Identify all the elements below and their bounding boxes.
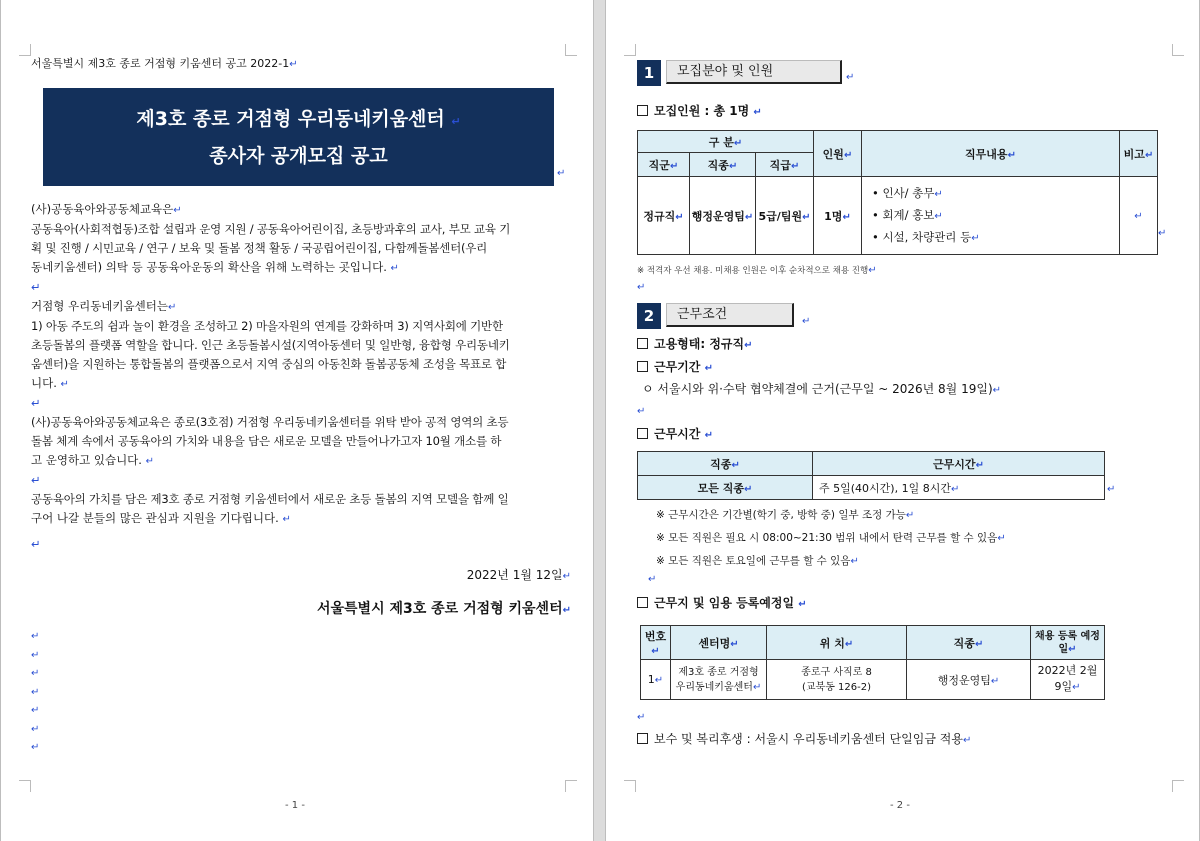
paragraph-mark: ↵ <box>1158 228 1167 239</box>
page-number: - 2 - <box>890 800 910 811</box>
hours-note: ※ 근무시간은 기간별(학기 중, 방학 중) 일부 조정 가능↵ <box>656 509 915 521</box>
blank-lines: ↵ ↵ ↵ ↵ ↵ ↵ ↵ <box>31 631 40 753</box>
table-header: 위 치↵ <box>767 626 907 660</box>
recruit-table <box>637 130 1158 255</box>
table-header: 직급↵ <box>756 153 814 177</box>
crop-mark <box>565 44 577 56</box>
body-line: 획 및 진행 / 시민교육 / 연구 / 보육 및 돌봄 정책 활동 / 국공립어린이집, 다함께돌봄센터(우리 <box>31 241 488 255</box>
blank-line: ↵ <box>31 537 41 551</box>
body-line: 니다. ↵ <box>31 376 69 390</box>
table-header: 근무시간↵ <box>813 452 1105 476</box>
intro-body <box>31 200 571 554</box>
hours-title: 근무시간 ↵ <box>637 425 713 445</box>
body-line: (사)공동육아와공동체교육은 종로(3호점) 거점형 우리동네키움센터를 위탁 받아 공적 영역의 초등 <box>31 415 509 429</box>
blank-line: ↵ <box>31 396 41 410</box>
notice-number: 서울특별시 제3호 종로 거점형 키움센터 공고 2022-1↵ <box>31 57 298 70</box>
note-cell: ↵ <box>1120 177 1158 255</box>
employment-type: 고용형태: 정규직↵ <box>637 335 753 355</box>
blank-line: ↵ <box>637 712 646 723</box>
section-number-2: 2 <box>637 303 661 329</box>
announcement-date: 2022년 1월 12일↵ <box>466 568 571 582</box>
document-page-2 <box>605 0 1200 841</box>
table-cell: 1명↵ <box>814 177 862 255</box>
blank-line: ↵ <box>31 280 41 294</box>
table-header: 직무내용↵ <box>862 131 1120 177</box>
table-header: 인원↵ <box>814 131 862 177</box>
crop-mark <box>1172 44 1184 56</box>
page-number: - 1 - <box>285 800 305 811</box>
duty-item: • 인사/ 총무↵ <box>872 185 943 200</box>
title-line-2: 종사자 공개모집 공고 <box>209 145 388 167</box>
hours-notes <box>656 504 1006 573</box>
body-line: 거점형 우리동네키움센터는↵ <box>31 299 177 313</box>
table-footnote: ※ 적격자 우선 채용. 미채용 인원은 이후 순차적으로 채용 진행↵ <box>637 265 877 276</box>
body-line: 초등돌봄의 플랫폼 역할을 합니다. 인근 초등돌봄시설(지역아동센터 및 일반형, 융합형 우리동네키 <box>31 338 510 352</box>
table-header: 직종↵ <box>907 626 1031 660</box>
body-line: 구어 나갈 분들의 많은 관심과 지원을 기다립니다. ↵ <box>31 511 291 525</box>
paragraph-mark: ↵ <box>846 72 855 83</box>
checkbox-icon <box>637 105 648 116</box>
section-number-1: 1 <box>637 60 661 86</box>
paragraph-mark: ↵ <box>802 316 811 327</box>
checkbox-icon <box>637 733 648 744</box>
checkbox-icon <box>637 338 648 349</box>
table-cell: 종로구 사직로 8 (교북동 126-2) <box>767 660 907 700</box>
benefits: 보수 및 복리후생 : 서울시 우리동네키움센터 단일임금 적용↵ <box>637 730 971 750</box>
table-cell: 1↵ <box>641 660 671 700</box>
table-cell: 제3호 종로 거점형 우리동네키움센터↵ <box>671 660 767 700</box>
location-table <box>640 625 1105 700</box>
table-header: 번호↵ <box>641 626 671 660</box>
table-header: 비고↵ <box>1120 131 1158 177</box>
period-title: 근무기간 ↵ <box>637 358 713 378</box>
crop-mark <box>19 44 31 56</box>
hours-note: ※ 모든 직원은 필요 시 08:00~21:30 범위 내에서 탄력 근무를 할 수 있음↵ <box>656 532 1006 544</box>
hours-table <box>637 451 1105 500</box>
table-cell: 정규직↵ <box>638 177 690 255</box>
table-header: 채용 등록 예정일↵ <box>1031 626 1105 660</box>
hours-note: ※ 모든 직원은 토요일에 근무를 할 수 있음↵ <box>656 555 859 567</box>
table-cell: 행정운영팀↵ <box>907 660 1031 700</box>
location-title: 근무지 및 임용 등록예정일 ↵ <box>637 594 807 614</box>
signature: 서울특별시 제3호 종로 거점형 키움센터↵ <box>316 601 571 617</box>
table-cell: 2022년 2월 9일↵ <box>1031 660 1105 700</box>
table-header: 구 분↵ <box>638 131 814 153</box>
paragraph-mark: ↵ <box>1107 484 1116 495</box>
section-title-1: 모집분야 및 인원 <box>666 60 842 84</box>
body-line: 고 운영하고 있습니다. ↵ <box>31 453 154 467</box>
table-cell: 주 5일(40시간), 1일 8시간↵ <box>813 476 1105 500</box>
body-line: 돌봄 체계 속에서 공동육아의 가치와 내용을 담은 새로운 모델을 만들어나가고자 10월 개소를 하 <box>31 434 502 448</box>
body-line: (사)공동육아와공동체교육은↵ <box>31 202 182 216</box>
crop-mark <box>565 780 577 792</box>
blank-line: ↵ <box>637 282 646 293</box>
blank-line: ↵ <box>31 473 41 487</box>
duty-item: • 회계/ 홍보↵ <box>872 207 943 222</box>
body-line: 1) 아동 주도의 쉼과 놀이 환경을 조성하고 2) 마을자원의 연계를 강화하며 3) 지역사회에 기반한 <box>31 319 503 333</box>
table-cell: 행정운영팀↵ <box>690 177 756 255</box>
crop-mark <box>1172 780 1184 792</box>
title-line-1: 제3호 종로 거점형 우리동네키움센터 ↵ <box>136 108 461 130</box>
paragraph-mark: ↵ <box>557 168 566 179</box>
table-cell: 5급/팀원↵ <box>756 177 814 255</box>
recruit-total: 모집인원 : 총 1명 ↵ <box>637 102 762 122</box>
crop-mark <box>624 44 636 56</box>
duty-item: • 시설, 차량관리 등↵ <box>872 229 980 244</box>
checkbox-icon <box>637 428 648 439</box>
document-page-1 <box>0 0 594 841</box>
body-line: 공동육아의 가치를 담은 제3호 종로 거점형 키움센터에서 새로운 초등 돌봄의 지역 모델을 함께 일 <box>31 492 509 506</box>
crop-mark <box>624 780 636 792</box>
table-header: 직군↵ <box>638 153 690 177</box>
table-header: 센터명↵ <box>671 626 767 660</box>
blank-line: ↵ <box>637 406 646 417</box>
table-header: 직종↵ <box>690 153 756 177</box>
period-detail: ㅇ 서울시와 위·수탁 협약체결에 근거(근무일 ~ 2026년 8월 19일)↵ <box>642 382 1002 396</box>
crop-mark <box>19 780 31 792</box>
table-header: 직종↵ <box>638 452 813 476</box>
body-line: 공동육아(사회적협동)조합 설립과 운영 지원 / 공동육아어린이집, 초등방과후의 교사, 부모 교육 기 <box>31 222 511 236</box>
checkbox-icon <box>637 597 648 608</box>
blank-line: ↵ <box>648 574 657 585</box>
title-banner <box>43 88 554 186</box>
body-line: 동네키움센터) 의탁 등 공동육아운동의 확산을 위해 노력하는 곳입니다. ↵ <box>31 260 399 274</box>
duty-cell <box>862 177 1120 255</box>
section-title-2: 근무조건 <box>666 303 794 327</box>
checkbox-icon <box>637 361 648 372</box>
table-cell: 모든 직종↵ <box>638 476 813 500</box>
body-line: 움센터)을 지원하는 통합돌봄의 플랫폼으로서 지역 중심의 아동친화 돌봄공동체 조성을 목표로 합 <box>31 357 507 371</box>
